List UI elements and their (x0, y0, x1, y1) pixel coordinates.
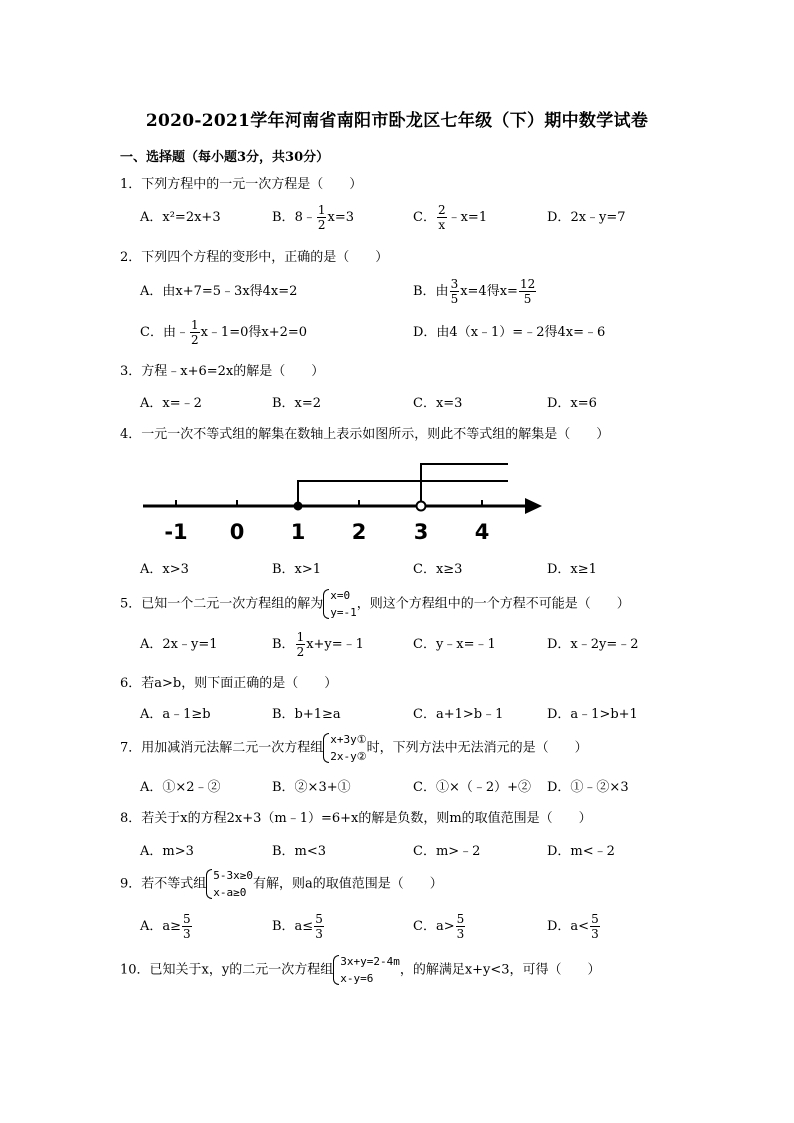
q5-option-b[interactable]: B． $\frac{1}{2}$ x+y=﹣1 (272, 630, 364, 659)
axis-label-4: 4 (474, 520, 490, 544)
fraction: $\frac{1}{2}$ (317, 203, 326, 232)
q1-option-d[interactable]: D．2x﹣y=7 (547, 210, 626, 225)
fraction: $\frac{5}{3}$ (315, 912, 323, 941)
q6-option-d[interactable]: D．a﹣1>b+1 (547, 707, 638, 722)
fraction: $\frac{5}{3}$ (183, 912, 191, 941)
question-9: 9．若不等式组 5-3x≥0 x-a≥0 有解，则a的取值范围是（ ） (120, 869, 443, 899)
section-heading: 一、选择题（每小题3分，共30分） (120, 150, 330, 165)
fraction: $\frac{3}{5}$ (450, 277, 459, 306)
question-6: 6．若a>b，则下面正确的是（ ） (120, 676, 338, 691)
axis-label-2: 2 (351, 520, 367, 544)
q3-option-c[interactable]: C．x=3 (413, 396, 463, 411)
q5-option-a[interactable]: A．2x﹣y=1 (140, 637, 218, 652)
q7-option-d[interactable]: D．①﹣②×3 (547, 780, 629, 795)
q9-option-c[interactable]: C．a> $\frac{5}{3}$ (413, 912, 465, 941)
inequality-system: 5-3x≥0 x-a≥0 (206, 867, 253, 901)
q5-option-d[interactable]: D．x﹣2y=﹣2 (547, 637, 639, 652)
q6-option-b[interactable]: B．b+1≥a (272, 707, 341, 722)
axis-arrow (525, 498, 542, 514)
q3-option-d[interactable]: D．x=6 (547, 396, 597, 411)
q1-option-c[interactable]: C． $\frac{2}{x}$ ﹣x=1 (413, 203, 488, 232)
question-7: 7．用加减消元法解二元一次方程组 x+3y① 2x-y② 时，下列方法中无法消元的是（ ） (120, 733, 588, 763)
fraction: $\frac{5}{3}$ (456, 912, 465, 941)
question-1: 1．下列方程中的一元一次方程是（ ） (120, 177, 363, 192)
fraction: $\frac{1}{2}$ (190, 318, 199, 347)
q8-option-b[interactable]: B．m<3 (272, 844, 327, 859)
fraction: $\frac{5}{3}$ (591, 912, 599, 941)
equation-system: 3x+y=2-4m x-y=6 (333, 953, 400, 987)
q9-option-d[interactable]: D．a< $\frac{5}{3}$ (547, 912, 599, 941)
question-10: 10．已知关于x，y的二元一次方程组 3x+y=2-4m x-y=6 ，的解满足x+y<3，可得（ ） (120, 955, 601, 985)
axis-label-neg1: -1 (164, 520, 188, 544)
question-3: 3．方程﹣x+6=2x的解是（ ） (120, 364, 325, 379)
question-8: 8．若关于x的方程2x+3（m﹣1）=6+x的解是负数，则m的取值范围是（ ） (120, 811, 592, 826)
fraction: $\frac{2}{x}$ (437, 203, 446, 232)
q4-option-b[interactable]: B．x>1 (272, 562, 322, 577)
q7-option-a[interactable]: A．①×2﹣② (140, 780, 221, 795)
axis-label-0: 0 (229, 520, 245, 544)
q4-option-c[interactable]: C．x≥3 (413, 562, 463, 577)
q3-option-b[interactable]: B．x=2 (272, 396, 322, 411)
q2-option-c[interactable]: C．由﹣ $\frac{1}{2}$ x﹣1=0得x+2=0 (140, 318, 308, 347)
q5-option-c[interactable]: C．y﹣x=﹣1 (413, 637, 496, 652)
equation-system: x+3y① 2x-y② (323, 731, 366, 765)
q8-option-a[interactable]: A．m>3 (140, 844, 194, 859)
equation-system: x=0 y=-1 (323, 587, 357, 621)
question-2: 2．下列四个方程的变形中，正确的是（ ） (120, 250, 389, 265)
q1-option-a[interactable]: A．x²=2x+3 (140, 210, 221, 225)
number-line-figure (140, 455, 550, 550)
question-4: 4．一元一次不等式组的解集在数轴上表示如图所示，则此不等式组的解集是（ ） (120, 427, 610, 442)
q8-option-c[interactable]: C．m>﹣2 (413, 844, 481, 859)
q7-option-b[interactable]: B．②×3+① (272, 780, 351, 795)
q4-option-d[interactable]: D．x≥1 (547, 562, 597, 577)
q1-option-b[interactable]: B．8﹣ $\frac{1}{2}$ x=3 (272, 203, 354, 232)
fraction: $\frac{12}{5}$ (519, 277, 536, 306)
q9-option-b[interactable]: B．a≤ $\frac{5}{3}$ (272, 912, 323, 941)
question-5: 5．已知一个二元一次方程组的解为 x=0 y=-1 ，则这个方程组中的一个方程不可能是（ ） (120, 589, 630, 619)
q8-option-d[interactable]: D．m<﹣2 (547, 844, 615, 859)
q9-option-a[interactable]: A．a≥ $\frac{5}{3}$ (140, 912, 191, 941)
q6-option-c[interactable]: C．a+1>b﹣1 (413, 707, 504, 722)
axis-label-3: 3 (413, 520, 429, 544)
page-title: 2020-2021学年河南省南阳市卧龙区七年级（下）期中数学试卷 (145, 111, 649, 131)
q4-option-a[interactable]: A．x>3 (140, 562, 189, 577)
ray-x-ge-1 (298, 481, 508, 506)
q2-option-b[interactable]: B．由 $\frac{3}{5}$ x=4得x= $\frac{12}{5}$ (413, 277, 536, 306)
q3-option-a[interactable]: A．x=﹣2 (140, 396, 202, 411)
open-point (417, 502, 426, 511)
ray-x-gt-3 (421, 464, 508, 506)
q6-option-a[interactable]: A．a﹣1≥b (140, 707, 211, 722)
q2-option-a[interactable]: A．由x+7=5﹣3x得4x=2 (140, 284, 298, 299)
solid-point (294, 502, 303, 511)
q7-option-c[interactable]: C．①×（﹣2）+② (413, 780, 532, 795)
fraction: $\frac{1}{2}$ (296, 630, 305, 659)
q2-option-d[interactable]: D．由4（x﹣1）=﹣2得4x=﹣6 (413, 325, 606, 340)
axis-label-1: 1 (290, 520, 306, 544)
